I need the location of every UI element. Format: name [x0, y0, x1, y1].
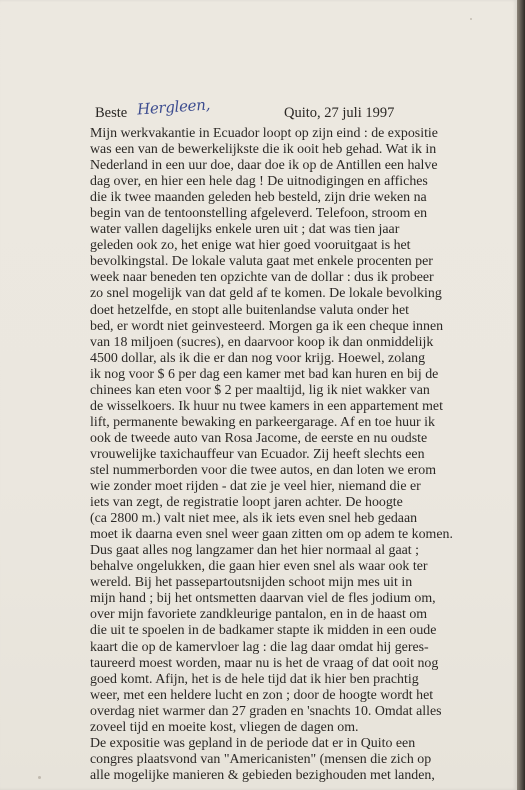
text-line: water vallen dagelijks enkele uren uit ; dat was tien jaar — [90, 222, 400, 238]
text-line: ik nog voor $ 6 per dag een kamer met bad kan huren en bij de — [90, 366, 439, 382]
text-line: dag over, en hier een hele dag ! De uitnodigingen en affiches — [90, 174, 428, 190]
text-line: wie zonder moet rijden - dat zie je veel hier, niemand die er — [90, 479, 421, 495]
text-line: week naar beneden ten opzichte van de dollar : dus ik probeer — [90, 270, 434, 286]
text-line: Nederland in een uur doe, daar doe ik op de Antillen een halve — [90, 158, 438, 174]
text-line: van 18 miljoen (sucres), en daarvoor koop ik dan onmiddelijk — [90, 334, 434, 350]
text-line: lift, permanente bewaking en parkeergarage. Af en toe huur ik — [90, 414, 435, 430]
text-line: behalve ongelukken, die gaan hier even snel als waar ook ter — [90, 559, 428, 575]
text-line: Mijn werkvakantie in Ecuador loopt op zijn eind : de expositie — [90, 126, 438, 141]
text-line: was een van de bewerkelijkste die ik ooit heb gehad. Wat ik in — [90, 142, 437, 158]
text-line: die uit te spoelen in de badkamer stapte ik midden in een oude — [90, 623, 437, 639]
text-line: moet ik daarna even snel weer gaan zitten om op adem te komen. — [90, 527, 453, 543]
text-line: taureerd moest worden, maar nu is het de vraag of dat ooit nog — [90, 655, 439, 671]
text-line: (ca 2800 m.) valt niet mee, als ik iets even snel heb gedaan — [90, 511, 418, 527]
text-line: wereld. Bij het passepartoutsnijden schoot mijn mes uit in — [90, 575, 413, 591]
text-line: De expositie was gepland in de periode dat er in Quito een — [90, 735, 416, 751]
text-line: begin van de tentoonstelling afgeleverd. Telefoon, stroom en — [90, 206, 428, 222]
text-line: geleden ook zo, het enige wat hier goed vooruitgaat is het — [90, 238, 411, 254]
text-line: overdag niet warmer dan 27 graden en 'snachts 10. Omdat alles — [90, 703, 442, 719]
text-line: 4500 dollar, als ik die er dan nog voor krijg. Hoewel, zolang — [90, 350, 426, 366]
text-line: over mijn favoriete zandkleurige pantalon, en in de haast om — [90, 607, 428, 623]
salutation: Beste — [95, 105, 128, 121]
text-line: chinees kan eten voor $ 2 per maaltijd, lig ik niet wakker van — [90, 382, 430, 398]
text-line: Dus gaat alles nog langzamer dan het hier normaal al gaat ; — [90, 543, 420, 559]
handwritten-recipient-name: Hergleen, — [136, 95, 211, 119]
text-line: de wisselkoers. Ik huur nu twee kamers in een appartement met — [90, 398, 443, 414]
text-line: iets van zegt, de registratie loopt jaren achter. De hoogte — [90, 495, 403, 511]
text-line: bevolkingstal. De lokale valuta gaat met enkele procenten per — [90, 254, 433, 270]
paper-speck — [38, 776, 41, 779]
text-line: mijn hand ; bij het ontsmetten daarvan viel de fles jodium om, — [90, 591, 436, 607]
page-edge-shadow — [517, 0, 525, 790]
text-line: stel nummerborden voor die twee autos, en dan loten we erom — [90, 462, 437, 478]
text-line: doet hetzelfde, en stopt alle buitenlandse valuta onder het — [90, 302, 409, 318]
text-line: goed komt. Afijn, het is de hele tijd dat ik hier ben prachtig — [90, 671, 419, 687]
text-line: alle mogelijke manieren & gebieden bezighouden met landen, — [90, 767, 435, 783]
place-and-date: Quito, 27 juli 1997 — [284, 105, 395, 121]
text-line: weer, met een heldere lucht en zon ; door de hoogte wordt het — [90, 687, 434, 703]
text-line: congres plaatsvond van "Americanisten" (mensen die zich op — [90, 751, 432, 767]
text-line: zo snel mogelijk van dat geld af te komen. De lokale bevolking — [90, 286, 442, 302]
text-line: zoveel tijd en moeite kost, vliegen de dagen om. — [90, 719, 359, 735]
paper-speck — [470, 18, 472, 20]
text-line: die ik twee maanden geleden heb besteld, zijn drie weken na — [90, 190, 427, 206]
text-line: kaart die op de kamervloer lag : die lag daar omdat hij geres- — [90, 639, 429, 655]
text-line: bed, er wordt niet geinvesteerd. Morgen ga ik een cheque innen — [90, 318, 444, 334]
text-line: vrouwelijke taxichauffeur van Ecuador. Zij heeft slechts een — [90, 446, 425, 462]
letter-body — [90, 126, 510, 784]
text-line: ook de tweede auto van Rosa Jacome, de eerste en nu oudste — [90, 430, 428, 446]
